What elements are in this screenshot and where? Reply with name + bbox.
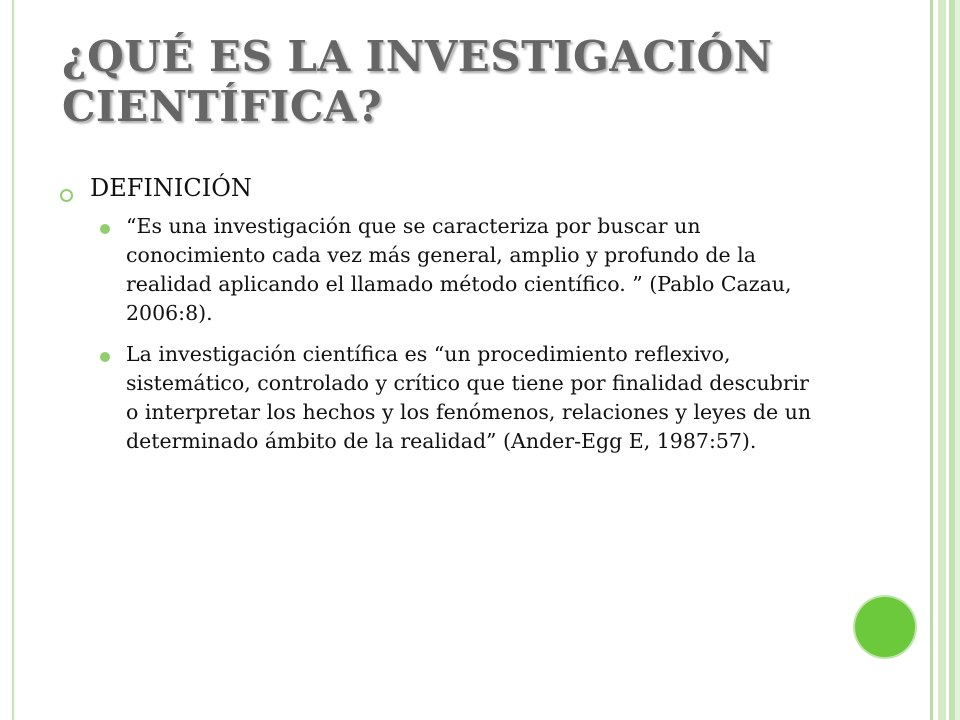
bullet-definicion — [60, 172, 820, 204]
title-line-2: CIENTÍFICA? — [62, 82, 382, 131]
title-line-1: ¿QUÉ ES LA INVESTIGACIÓN — [62, 32, 773, 81]
stripe — [938, 0, 946, 720]
dot-bullet-icon — [100, 224, 110, 234]
hollow-circle-bullet-icon — [60, 189, 73, 202]
dot-bullet-icon — [100, 352, 110, 362]
slide-content — [60, 172, 820, 468]
stripe — [955, 0, 960, 720]
bullet-quote-cazau — [60, 212, 820, 328]
bullet-quote-ander-egg — [60, 340, 820, 456]
paragraph-text: “Es una investigación que se caracteriza por buscar un conocimiento cada vez más general, amplio y profundo de la realidad aplicando el llamado método científico. ” (Pablo Cazau, 2006:8). — [126, 214, 792, 325]
paragraph-text: La investigación científica es “un procedimiento reflexivo, sistemático, controlado y crítico que tiene por finalidad descubrir o interpretar los hechos y los fenómenos, relaciones y leyes de un determinado ámbito de la realidad” (Ander-Egg E, 1987:57). — [126, 342, 812, 453]
heading-text: DEFINICIÓN — [90, 174, 252, 202]
decorative-stripes — [924, 0, 960, 720]
green-circle-decoration — [855, 597, 915, 657]
slide-title — [62, 32, 862, 132]
left-frame-line — [12, 0, 14, 720]
